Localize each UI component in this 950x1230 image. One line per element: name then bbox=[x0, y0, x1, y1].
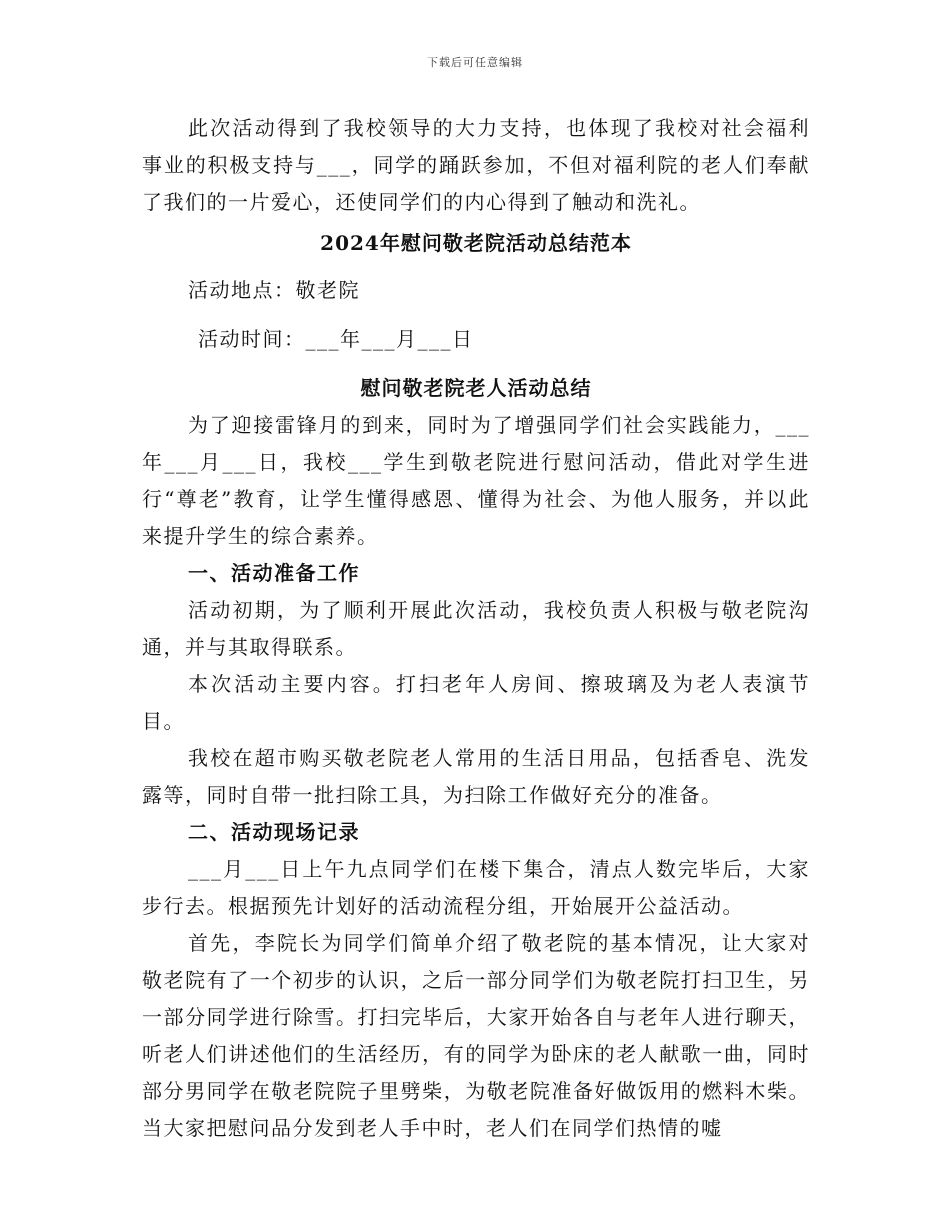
section-heading: 一、活动准备工作 bbox=[188, 561, 360, 585]
document-body bbox=[142, 110, 810, 1147]
paragraph: 首先，李院长为同学们简单介绍了敬老院的基本情况，让大家对敬老院有了一个初步的认识，之后一部分同学们为敬老院打扫卫生，另一部分同学进行除雪。打扫完毕后，大家开始各自与老年人进行聊天，听老人们讲述他们的生活经历，有的同学为卧床的老人献歌一曲，同时部分男同学在敬老院院子里劈柴，为敬老院准备好做饭用的燃料木柴。当大家把慰问品分发到老人手中时，老人们在同学们热情的嘘 bbox=[142, 931, 810, 1140]
document-title: 2024年慰问敬老院活动总结范本 bbox=[320, 231, 632, 255]
page-header: 下载后可任意编辑 bbox=[427, 56, 523, 69]
intro-paragraph: 此次活动得到了我校领导的大力支持，也体现了我校对社会福利事业的积极支持与___，同学的踊跃参加，不但对福利院的老人们奉献了我们的一片爱心，还使同学们的内心得到了触动和洗礼。 bbox=[142, 116, 810, 214]
activity-location: 活动地点：敬老院 bbox=[188, 278, 360, 302]
paragraph: ___月___日上午九点同学们在楼下集合，清点人数完毕后，大家步行去。根据预先计划好的活动流程分组，开始展开公益活动。 bbox=[142, 857, 810, 918]
section-heading: 二、活动现场记录 bbox=[188, 820, 360, 844]
summary-subtitle: 慰问敬老院老人活动总结 bbox=[360, 376, 592, 400]
paragraph: 本次活动主要内容。打扫老年人房间、擦玻璃及为老人表演节目。 bbox=[142, 672, 810, 733]
activity-time: 活动时间：___年___月___日 bbox=[198, 327, 474, 351]
paragraph: 为了迎接雷锋月的到来，同时为了增强同学们社会实践能力，___年___月___日，我校___学生到敬老院进行慰问活动，借此对学生进行“尊老”教育，让学生懂得感恩、懂得为社会、为他人服务，并以此来提升学生的综合素养。 bbox=[142, 413, 810, 548]
paragraph: 我校在超市购买敬老院老人常用的生活日用品，包括香皂、洗发露等，同时自带一批扫除工具，为扫除工作做好充分的准备。 bbox=[142, 746, 810, 807]
paragraph: 活动初期，为了顺利开展此次活动，我校负责人积极与敬老院沟通，并与其取得联系。 bbox=[142, 598, 810, 659]
